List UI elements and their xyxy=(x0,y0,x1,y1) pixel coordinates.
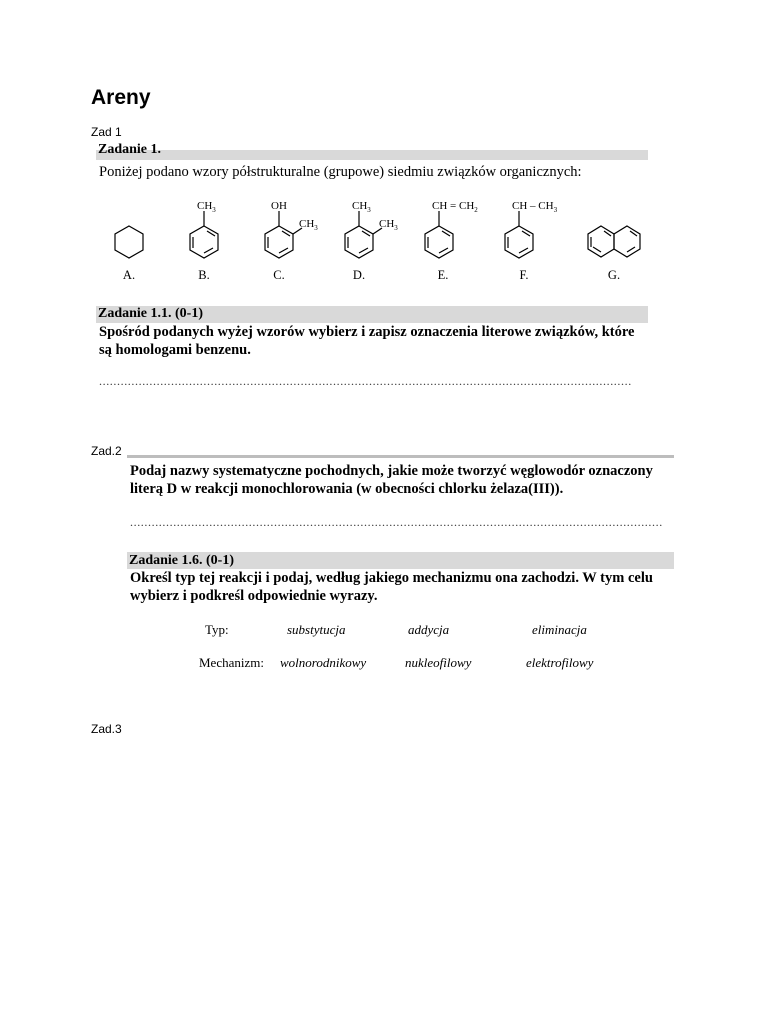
compound-letter-e: E. xyxy=(437,268,449,282)
zad1-label: Zad 1 xyxy=(91,125,122,139)
type-option-addycja[interactable]: addycja xyxy=(408,622,450,637)
task-1-1-line2: są homologami benzenu. xyxy=(99,342,251,358)
structural-formulas xyxy=(96,198,648,288)
label-d-ch3-top: $CH_3$ xyxy=(352,200,371,215)
intro-text: Poniżej podano wzory półstrukturalne (grupowe) siedmiu związków organicznych: xyxy=(99,164,582,180)
compound-b-structure xyxy=(190,211,218,258)
compound-letter-d: D. xyxy=(352,268,366,282)
mechanism-option-wolnorodnikowy[interactable]: wolnorodnikowy xyxy=(280,655,367,670)
mechanism-row xyxy=(199,655,669,673)
compound-letter-a: A. xyxy=(122,268,136,282)
label-f-ethyl: CH – $CH_3$ xyxy=(512,200,558,215)
label-c-ch3: $CH_3$ xyxy=(299,218,318,233)
task-1-6-line2: wybierz i podkreśl odpowiednie wyrazy. xyxy=(130,588,378,604)
label-d-ch3-side: $CH_3$ xyxy=(379,218,398,233)
type-option-eliminacja[interactable]: eliminacja xyxy=(532,622,587,637)
task-1-1-header: Zadanie 1.1. (0-1) xyxy=(96,306,648,323)
mechanism-option-nukleofilowy[interactable]: nukleofilowy xyxy=(405,655,472,670)
answer-line-1: .................................................................................................................................................... xyxy=(99,374,632,388)
scan-excerpt-2 xyxy=(127,455,674,680)
scan-excerpt-1 xyxy=(96,142,648,396)
mechanism-label: Mechanizm: xyxy=(199,655,264,670)
cut-header-edge xyxy=(127,455,674,458)
task-1-6-header: Zadanie 1.6. (0-1) xyxy=(127,552,674,569)
compound-d-structure xyxy=(345,211,382,258)
compound-a-structure xyxy=(115,226,143,258)
task-line2: literą D w reakcji monochlorowania (w obecności chlorku żelaza(III)). xyxy=(130,481,564,497)
compound-letter-g: G. xyxy=(607,268,621,282)
task-line1: Podaj nazwy systematyczne pochodnych, jakie może tworzyć węglowodór oznaczony xyxy=(130,463,653,479)
compound-c-structure xyxy=(265,211,302,258)
compound-e-structure xyxy=(425,211,453,258)
mechanism-option-elektrofilowy[interactable]: elektrofilowy xyxy=(526,655,594,670)
type-option-substytucja[interactable]: substytucja xyxy=(287,622,346,637)
zad3-label: Zad.3 xyxy=(91,722,122,736)
answer-line-2: .................................................................................................................................................... xyxy=(130,515,663,529)
compound-letter-b: B. xyxy=(198,268,210,282)
cut-header-bar xyxy=(96,142,648,160)
cut-header-text: Zadanie 1. xyxy=(98,142,162,157)
formulas-svg xyxy=(96,198,648,288)
zad2-label: Zad.2 xyxy=(91,444,122,458)
label-b-ch3: $CH_3$ xyxy=(197,200,216,215)
compound-g-structure xyxy=(588,226,640,257)
compound-f-structure xyxy=(505,211,533,258)
label-c-oh: OH xyxy=(271,200,287,212)
document-title: Areny xyxy=(91,86,151,109)
compound-letter-c: C. xyxy=(273,268,285,282)
task-1-6-line1: Określ typ tej reakcji i podaj, według jakiego mechanizmu ona zachodzi. W tym celu xyxy=(130,570,653,586)
label-e-vinyl: CH = $CH_2$ xyxy=(432,200,478,215)
type-row xyxy=(205,622,665,640)
type-label: Typ: xyxy=(205,622,229,637)
task-1-1-line1: Spośród podanych wyżej wzorów wybierz i zapisz oznaczenia literowe związków, które xyxy=(99,324,635,340)
compound-letter-f: F. xyxy=(519,268,529,282)
